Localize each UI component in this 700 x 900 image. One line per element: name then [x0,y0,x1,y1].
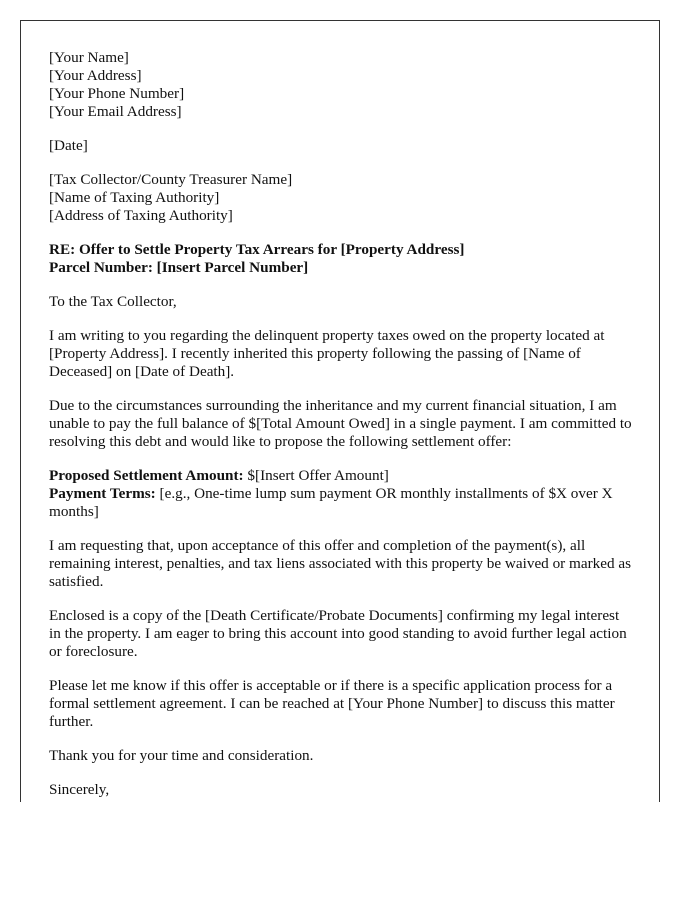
payment-terms-label: Payment Terms: [49,485,156,502]
body-paragraph-6: Thank you for your time and consideration. [49,747,314,764]
sender-name: [Your Name] [49,49,129,66]
sender-address: [Your Address] [49,67,142,84]
body-paragraph-2: Due to the circumstances surrounding the inheritance and my current financial situation, I am unable to pay the full balance of $[Total Amount Owed] in a single payment. I am committed to resolving this debt and would like to propose the following settlement offer: [49,397,632,450]
settlement-offer-block [49,467,633,521]
recipient-name: [Tax Collector/County Treasurer Name] [49,171,293,188]
body-paragraph-3: I am requesting that, upon acceptance of this offer and completion of the payment(s), all remaining interest, penalties, and tax liens associated with this property be waived or marked as satisfied. [49,537,632,590]
payment-terms-value: [e.g., One-time lump sum payment OR monthly installments of $X over X months] [49,485,613,520]
salutation: To the Tax Collector, [49,293,177,310]
subject-parcel-line: Parcel Number: [Insert Parcel Number] [49,259,309,276]
letter-content [49,49,633,802]
recipient-authority: [Name of Taxing Authority] [49,189,220,206]
letter-date: [Date] [49,137,88,154]
recipient-address: [Address of Taxing Authority] [49,207,233,224]
date-block [49,137,633,155]
sender-phone: [Your Phone Number] [49,85,185,102]
settlement-amount-label: Proposed Settlement Amount: [49,467,244,484]
subject-re-line: RE: Offer to Settle Property Tax Arrears for [Property Address] [49,241,465,258]
settlement-amount-value: $[Insert Offer Amount] [243,467,389,484]
body-paragraph-4: Enclosed is a copy of the [Death Certificate/Probate Documents] confirming my legal interest in the property. I am eager to bring this account into good standing to avoid further legal action or foreclosure. [49,607,627,660]
body-paragraph-5: Please let me know if this offer is acceptable or if there is a specific application process for a formal settlement agreement. I can be reached at [Your Phone Number] to discuss this matter further. [49,677,615,730]
body-paragraph-1: I am writing to you regarding the delinquent property taxes owed on the property located at [Property Address]. I recently inherited this property following the passing of [Name of Deceased] on [Date of Death]. [49,327,605,380]
sender-block [49,49,633,121]
subject-block [49,241,633,277]
closing: Sincerely, [49,781,110,798]
sender-email: [Your Email Address] [49,103,182,120]
letter-page [20,20,660,802]
recipient-block [49,171,633,225]
